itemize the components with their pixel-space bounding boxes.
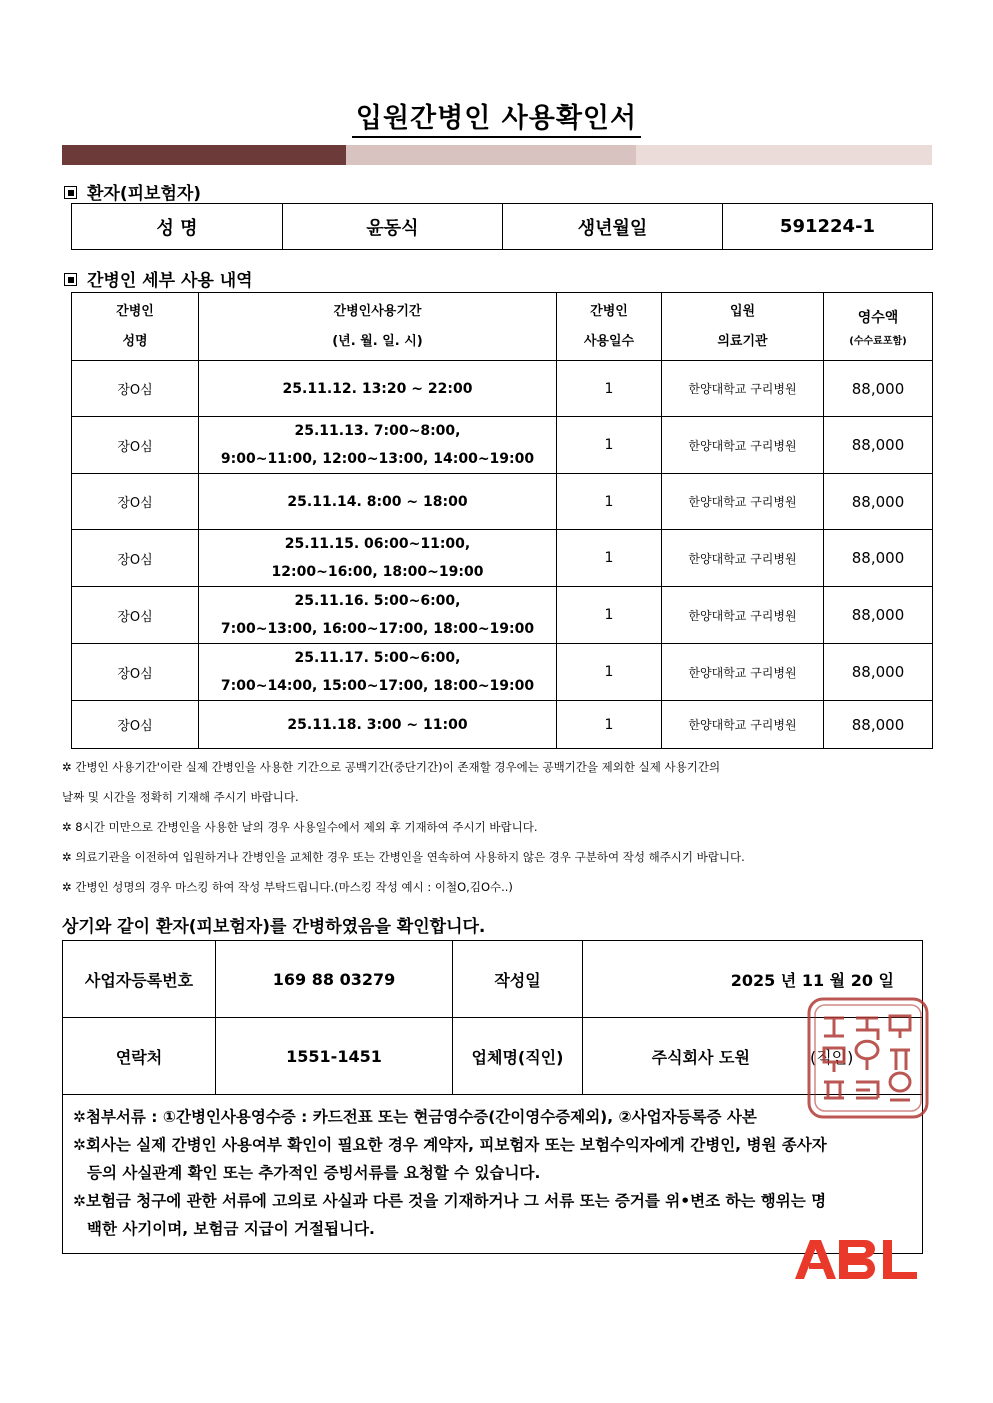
table-row xyxy=(72,530,933,587)
days-cell: 1 xyxy=(557,701,662,749)
table-header-row xyxy=(72,293,933,361)
birth-label: 생년월일 xyxy=(503,204,723,250)
header-bar-mid xyxy=(346,145,636,165)
contact-label: 연락처 xyxy=(63,1018,216,1095)
amount-cell: 88,000 xyxy=(824,474,933,530)
footer-note-line: ✲첨부서류 : ①간병인사용영수증 : 카드전표 또는 현금영수증(간이영수증제외), ②사업자등록증 사본 xyxy=(73,1108,757,1126)
note-line: ✲ 간병인 성명의 경우 마스킹 하여 작성 부탁드립니다.(마스킹 작성 예시 : 이철O,김O수..) xyxy=(62,880,513,894)
days-cell: 1 xyxy=(557,417,662,474)
days-cell: 1 xyxy=(557,587,662,644)
abl-logo xyxy=(795,1237,917,1281)
header-days: 간병인 사용일수 xyxy=(557,293,662,361)
hospital-cell: 한양대학교 구리병원 xyxy=(662,417,824,474)
amount-cell: 88,000 xyxy=(824,417,933,474)
name-value: 윤동식 xyxy=(283,204,503,250)
table-row xyxy=(72,587,933,644)
hospital-cell: 한양대학교 구리병원 xyxy=(662,530,824,587)
caregiver-name-cell: 장O심 xyxy=(72,474,199,530)
period-cell: 25.11.13. 7:00~8:00, 9:00~11:00, 12:00~13:00, 14:00~19:00 xyxy=(199,417,557,474)
patient-section-heading: 환자(피보험자) xyxy=(64,179,201,204)
caregiver-name-cell: 장O심 xyxy=(72,701,199,749)
days-cell: 1 xyxy=(557,644,662,701)
table-row xyxy=(72,417,933,474)
footer-note-line: 등의 사실관계 확인 또는 추가적인 증빙서류를 요청할 수 있습니다. xyxy=(87,1164,541,1182)
period-cell: 25.11.16. 5:00~6:00, 7:00~13:00, 16:00~17:00, 18:00~19:00 xyxy=(199,587,557,644)
days-cell: 1 xyxy=(557,361,662,417)
note-line: ✲ 간병인 사용기간'이란 실제 간병인을 사용한 기간으로 공백기간(중단기간)이 존재할 경우에는 공백기간을 제외한 실제 사용기간의 xyxy=(62,760,721,774)
header-hospital: 입원 의료기관 xyxy=(662,293,824,361)
date-value: 2025 년 11 월 20 일 xyxy=(583,941,923,1018)
header-bar-light xyxy=(636,145,932,165)
amount-cell: 88,000 xyxy=(824,361,933,417)
reg-number-value: 169 88 03279 xyxy=(216,941,453,1018)
period-cell: 25.11.14. 8:00 ~ 18:00 xyxy=(199,474,557,530)
footer-note-line: ✲회사는 실제 간병인 사용여부 확인이 필요한 경우 계약자, 피보험자 또는 보험수익자에게 간병인, 병원 종사자 xyxy=(73,1136,827,1154)
date-label: 작성일 xyxy=(453,941,583,1018)
header-period: 간병인사용기간 (년. 월. 일. 시) xyxy=(199,293,557,361)
notes-list xyxy=(62,752,745,902)
caregiver-name-cell: 장O심 xyxy=(72,644,199,701)
days-cell: 1 xyxy=(557,530,662,587)
caregiver-name-cell: 장O심 xyxy=(72,530,199,587)
period-cell: 25.11.17. 5:00~6:00, 7:00~14:00, 15:00~17:00, 18:00~19:00 xyxy=(199,644,557,701)
header-caregiver-name: 간병인 성명 xyxy=(72,293,199,361)
amount-cell: 88,000 xyxy=(824,644,933,701)
amount-cell: 88,000 xyxy=(824,701,933,749)
hospital-cell: 한양대학교 구리병원 xyxy=(662,587,824,644)
amount-cell: 88,000 xyxy=(824,530,933,587)
table-row xyxy=(72,361,933,417)
table-row xyxy=(72,644,933,701)
hospital-cell: 한양대학교 구리병원 xyxy=(662,361,824,417)
hospital-cell: 한양대학교 구리병원 xyxy=(662,701,824,749)
caregiver-name-cell: 장O심 xyxy=(72,361,199,417)
contact-value: 1551-1451 xyxy=(216,1018,453,1095)
company-value: 주식회사 도원 (직인) xyxy=(583,1018,923,1095)
logo-text: ABL xyxy=(795,1237,797,1238)
table-row xyxy=(72,474,933,530)
footer-note-line: 백한 사기이며, 보험금 지급이 거절됩니다. xyxy=(87,1220,375,1238)
amount-cell: 88,000 xyxy=(824,587,933,644)
caregiver-detail-table xyxy=(71,292,933,749)
name-label: 성 명 xyxy=(72,204,283,250)
document-title: 입원간병인 사용확인서 xyxy=(0,96,993,135)
detail-section-heading: 간병인 세부 사용 내역 xyxy=(64,266,253,291)
period-cell: 25.11.18. 3:00 ~ 11:00 xyxy=(199,701,557,749)
confirmation-statement: 상기와 같이 환자(피보험자)를 간병하였음을 확인합니다. xyxy=(62,917,486,937)
business-info-table xyxy=(62,940,923,1254)
period-cell: 25.11.15. 06:00~11:00, 12:00~16:00, 18:00~19:00 xyxy=(199,530,557,587)
company-label: 업체명(직인) xyxy=(453,1018,583,1095)
reg-number-label: 사업자등록번호 xyxy=(63,941,216,1018)
company-seal-stamp xyxy=(806,996,930,1120)
checkbox-square-icon xyxy=(64,273,77,286)
birth-value: 591224-1 xyxy=(723,204,933,250)
hospital-cell: 한양대학교 구리병원 xyxy=(662,644,824,701)
caregiver-name-cell: 장O심 xyxy=(72,417,199,474)
header-bar-dark xyxy=(62,145,346,165)
note-line: ✲ 의료기관을 이전하여 입원하거나 간병인을 교체한 경우 또는 간병인을 연속하여 사용하지 않은 경우 구분하여 작성 해주시기 바랍니다. xyxy=(62,850,745,864)
header-amount: 영수액 (수수료포함) xyxy=(824,293,933,361)
note-line: ✲ 8시간 미만으로 간병인을 사용한 날의 경우 사용일수에서 제외 후 기재하여 주시기 바랍니다. xyxy=(62,820,538,834)
period-cell: 25.11.12. 13:20 ~ 22:00 xyxy=(199,361,557,417)
note-line: 날짜 및 시간을 정확히 기재해 주시기 바랍니다. xyxy=(62,790,299,804)
hospital-cell: 한양대학교 구리병원 xyxy=(662,474,824,530)
table-row xyxy=(72,701,933,749)
caregiver-name-cell: 장O심 xyxy=(72,587,199,644)
checkbox-square-icon xyxy=(64,186,77,199)
footer-notes xyxy=(63,1095,923,1254)
patient-table xyxy=(71,203,933,250)
days-cell: 1 xyxy=(557,474,662,530)
footer-note-line: ✲보험금 청구에 관한 서류에 고의로 사실과 다른 것을 기재하거나 그 서류 또는 증거를 위•변조 하는 행위는 명 xyxy=(73,1192,827,1210)
